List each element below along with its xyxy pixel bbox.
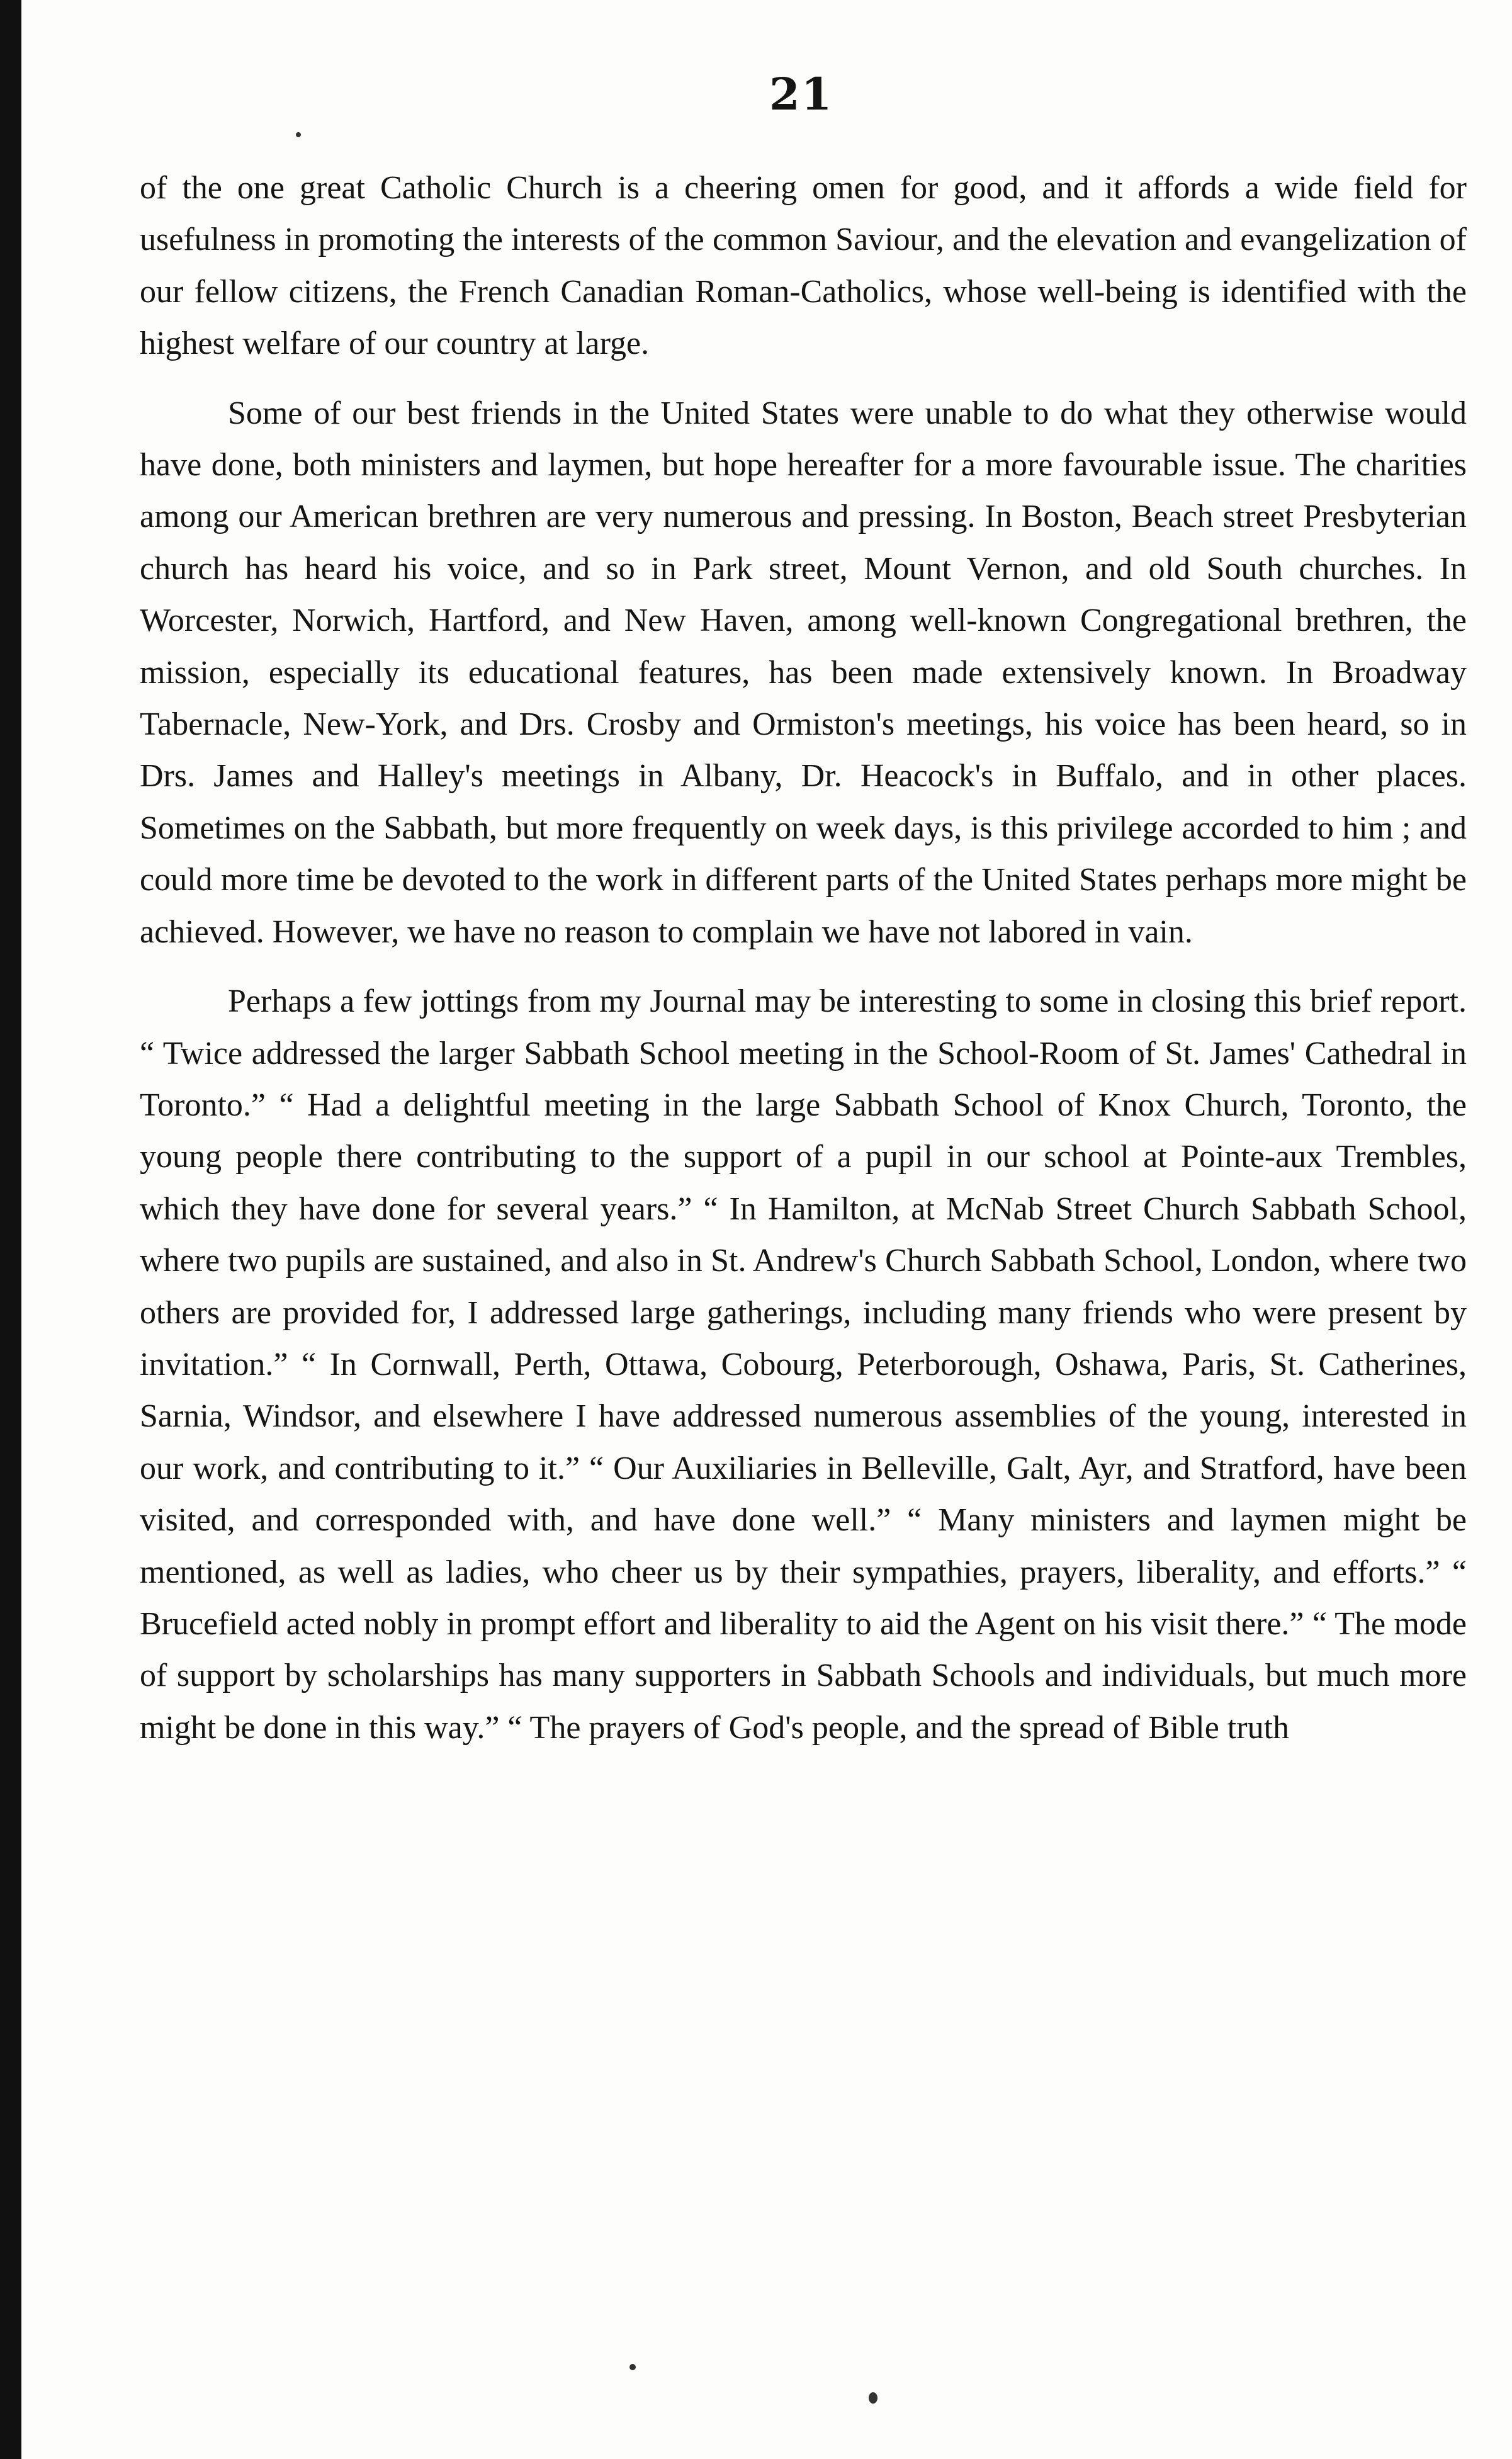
binding-edge [0, 0, 21, 2459]
paragraph-continuation: of the one great Catholic Church is a cheering omen for good, and it affords a wide field for usefulness in promoting the interests of the common Saviour, and the elevation and evangelization of our fellow citizens, the French Canadian Roman-Catholics, whose well-being is identified with the highest welfare of our country at large. [140, 170, 1467, 362]
paragraph-journal-jottings: Perhaps a few jottings from my Journal may be interesting to some in closing this brief report. “ Twice addressed the larger Sabbath School meeting in the School-Room of St. James' Cathedral in Toronto.” “ Had a delightful meeting in the large Sabbath School of Knox Church, Toronto, the young people there contributing to the support of a pupil in our school at Pointe-aux Trembles, which they have done for several years.” “ In Hamilton, at McNab Street Church Sabbath School, where two pupils are sustained, and also in St. Andrew's Church Sabbath School, London, where two others are provided for, I addressed large gatherings, including many friends who were present by invitation.” “ In Cornwall, Perth, Ottawa, Cobourg, Peterborough, Oshawa, Paris, St. Catherines, Sarnia, Windsor, and elsewhere I have addressed numerous assemblies of the young, interested in our work, and contributing to it.” “ Our Auxiliaries in Belleville, Galt, Ayr, and Stratford, have been visited, and corresponded with, and have done well.” “ Many ministers and laymen might be mentioned, as well as ladies, who cheer us by their sympathies, prayers, liberality, and efforts.” “ Brucefield acted nobly in prompt effort and liberality to aid the Agent on his visit there.” “ The mode of support by scholarships has many supporters in Sabbath Schools and individuals, but much more might be done in this way.” “ The prayers of God's people, and the spread of Bible truth [140, 983, 1467, 1746]
page-number: 21 [769, 68, 833, 120]
ink-speck [296, 132, 301, 137]
ink-speck [869, 2392, 877, 2404]
ink-speck [629, 2364, 636, 2370]
paragraph-united-states: Some of our best friends in the United States were unable to do what they otherwise would have done, both ministers and laymen, but hope hereafter for a more favourable issue. The charities among our American brethren are very numerous and pressing. In Boston, Beach street Presbyterian church has heard his voice, and so in Park street, Mount Vernon, and old South churches. In Worcester, Norwich, Hartford, and New Haven, among well-known Congregational brethren, the mission, especially its educational features, has been made extensively known. In Broadway Tabernacle, New-York, and Drs. Crosby and Ormiston's meetings, his voice has been heard, so in Drs. James and Halley's meetings in Albany, Dr. Heacock's in Buffalo, and in other places. Sometimes on the Sabbath, but more frequently on week days, is this privilege accorded to him ; and could more time be devoted to the work in different parts of the United States perhaps more might be achieved. However, we have no reason to complain we have not labored in vain. [140, 395, 1467, 950]
body-text [140, 162, 1467, 1772]
